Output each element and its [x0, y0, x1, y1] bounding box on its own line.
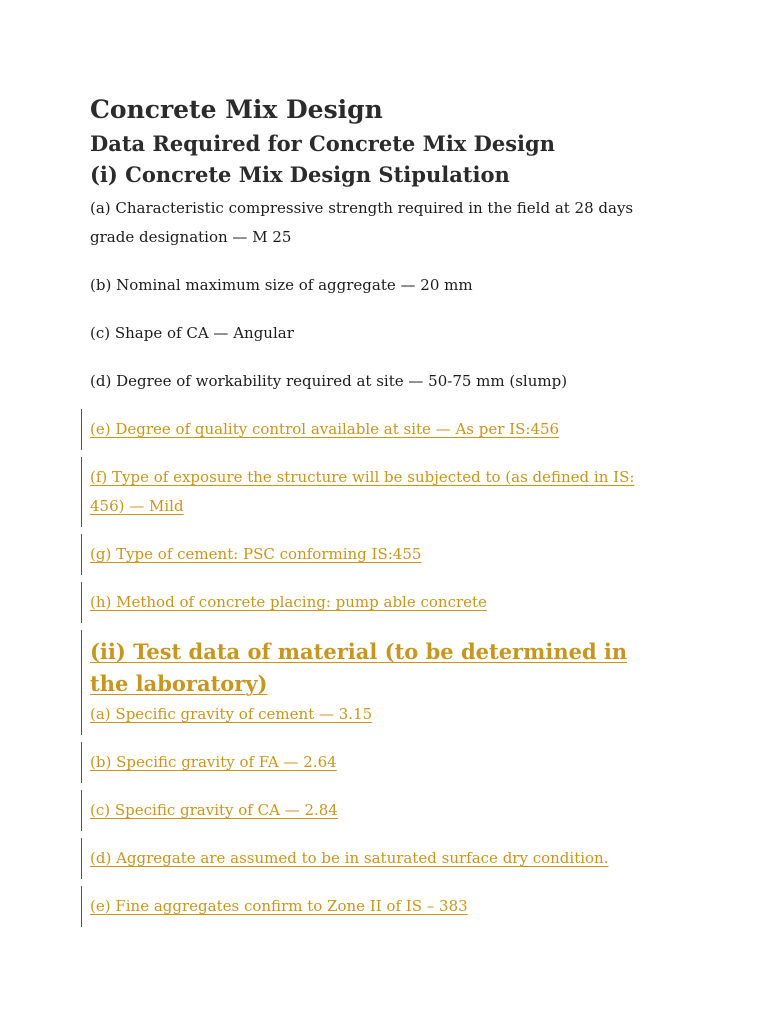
- stipulation-item-e: (e) Degree of quality control available at site — As per IS:456: [90, 415, 670, 444]
- document-title: Concrete Mix Design: [90, 95, 383, 124]
- test-data-item-c: (c) Specific gravity of CA — 2.84: [90, 796, 670, 825]
- stipulation-item-d: (d) Degree of workability required at site — 50-75 mm (slump): [90, 372, 568, 390]
- document-page: [90, 92, 670, 940]
- test-data-item-d: (d) Aggregate are assumed to be in saturated surface dry condition.: [90, 844, 670, 873]
- stipulation-item-h: (h) Method of concrete placing: pump able concrete: [90, 588, 670, 617]
- test-data-item-b: (b) Specific gravity of FA — 2.64: [90, 748, 670, 777]
- stipulation-item-b: (b) Nominal maximum size of aggregate — 20 mm: [90, 276, 473, 294]
- test-data-item-a: (a) Specific gravity of cement — 3.15: [90, 700, 670, 729]
- document-heading: Data Required for Concrete Mix Design: [90, 131, 555, 156]
- stipulation-item-f: (f) Type of exposure the structure will be subjected to (as defined in IS: 456) — Mild: [90, 463, 670, 521]
- stipulation-item-g: (g) Type of cement: PSC conforming IS:455: [90, 540, 670, 569]
- section-2-heading: (ii) Test data of material (to be determined in the laboratory): [90, 636, 670, 700]
- section-1-heading: (i) Concrete Mix Design Stipulation: [90, 162, 510, 187]
- test-data-item-e: (e) Fine aggregates confirm to Zone II of IS – 383: [90, 892, 670, 921]
- stipulation-item-c: (c) Shape of CA — Angular: [90, 324, 294, 342]
- stipulation-item-a: (a) Characteristic compressive strength required in the field at 28 days grade designation — M 25: [90, 199, 634, 246]
